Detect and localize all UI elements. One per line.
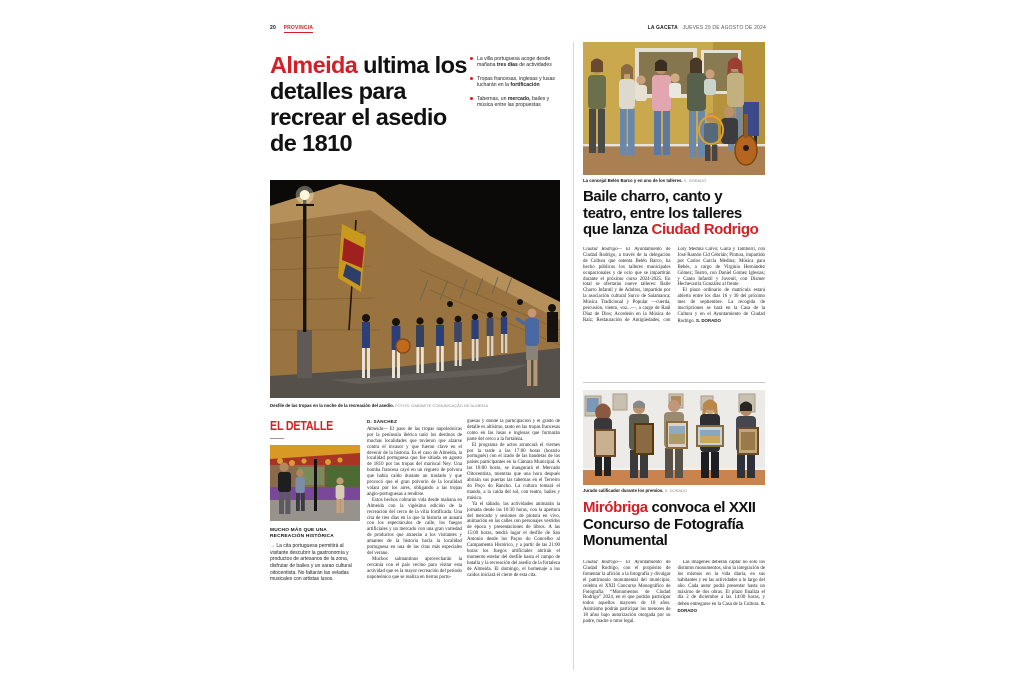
deck-item [470,76,560,88]
deck-text: de actividades [517,62,552,68]
story2-body [583,247,765,379]
article-paragraph [678,288,766,324]
detail-photo-market [270,445,360,521]
dateline: Almeida— [367,426,388,432]
caption-credit: FOTOS: GABINETE COMUNICAÇÃO DE ALMEIDA [395,403,488,408]
deck-text-bold: mercado, [507,96,531,102]
page-header [270,25,766,35]
dateline: Ciudad Rodrigo— [583,247,622,252]
caption-text: Jurado calificador durante los premios. [583,488,664,493]
detail-subhead: MUCHO MÁS QUE UNA RECREACIÓN HISTÓRICA [270,528,334,539]
caption-text: La concejal Belén Barco y en uno de los talleres. [583,178,683,183]
paragraph-text: El Ayuntamiento de Ciudad Rodrigo, a través de la delegación de Cultura que ostenta Belén Barco, ha hecho públicos los talleres municipales ocupacionales y de ocio que se impartirán durante el próximo curso 2024-2025. En total se ofertarán nueve talleres: Baile Charro Infantil y de Adultos, impartido por la asociación cultural Surco de Salamanca; Música Tradicional y Popular —cuerda, percusión, viento, voz...—, a cargo de Raúl Díaz de Dios; Acordeón en la Música de Raíz; Restauración de Antigüedades, con Loly Medina Calvo; Gaita y Tamboril, con José Ramón Cid Cebrián; Pintura, impartido por Carlos García Medina; Música para Bebés, a cargo de Virginia Hernández Gómez; Teatro, con Daniel Gómez Iglesias; y Canto Infantil y Juvenil, con Dismer Hechevarría González al frente. [583,247,765,323]
article-paragraph [583,560,671,625]
deck-text: Tabernas, un [477,96,508,102]
horizontal-divider [583,382,765,383]
story3-headline [583,500,767,550]
caption-credit: S. DORADO [664,488,688,493]
arrow-icon: → [270,543,275,550]
article-paragraph: Estos hechos cobrarán vida desde mañana en Almeida con la vigésima edición de la recreación del cerco de la villa fortificada. Una cita de tres días en la que la historia se aunará con los espectáculos de calle, los fuegos artificiales y un mercado con una gran variedad de productos que atraerán a los visitantes y amantes de la historia hacia la localidad portuguesa en una de las citas más especiales del verano. [367,497,462,556]
article-paragraph: guesas y donde la participación y el grado de detalle es altísimo, tanto en las tropas francesas como en las lusas e inglesas que formarán parte del cerco a la fortaleza. [467,419,560,442]
main-headline-rest: ultima los detalles para recrear el asedio de 1810 [270,52,467,156]
story2-photo-workshop [583,42,765,175]
article-paragraph: Ya el sábado, las actividades animarán la jornada desde las 10:30 horas, con la apertura del mercado y sesiones de pintura en vivo, animación en las calles con personajes vestidos de época y presentaciones de libros. A las 15:00 horas, tendrá lugar el desfile de San Antonio desde los Paços do Concelho al Campamento Histórico, y a partir de las 21:00 horas los fuegos artificiales abrirán el momento estelar del desfile hasta el campo de batalla y la recreación del asedio de la fortaleza de Almeida. El domingo, el homenaje a los caídos iniciará el cierre de esta cita. [467,501,560,578]
detail-body [270,543,360,583]
bullet-icon [470,97,473,100]
caption-text: Desfile de las tropas en la noche de la recreación del asedio. [270,403,394,408]
article-paragraph: Muchos salmantinos aprovecharán la cercanía con el país vecino para visitar esta actividad que es la mayor recreación del periodo napoleónico que se realiza en tierras portu- [367,556,462,580]
main-headline [270,52,472,156]
main-photo-caption [270,403,562,408]
author-signature: S. DORADO [695,317,721,323]
story2-headline-highlight: Ciudad Rodrigo [651,221,759,238]
article-paragraph [678,560,766,615]
paragraph-text: El Ayuntamiento de Ciudad Rodrigo, con el propósito de fomentar la afición a la fotografía y divulgar el patrimonio monumental del municipio, celebra el XXII Concurso Monográfico de Fotografía “Monumentos de Ciudad Rodrigo” 2024, en el que podrán participar todos aquellos mayores de 18 años. Asimismo podrán participar los menores de 18 años bajo autorización otorgada por su padre, madre o tutor legal. [583,560,671,625]
byline: D. SÁNCHEZ [367,419,398,424]
main-photo-night-parade [270,180,560,398]
paragraph-text: El plazo ordinario de matrícula estará abierto entre los días 16 y 30 del próximo mes de septiembre. La recogida de inscripciones se hará en la Casa de la Cultura y en el Ayuntamiento de Ciudad Rodrigo. [677,288,765,324]
page-number: 20 [270,25,276,31]
vertical-divider [573,42,574,670]
detail-label: EL DETALLE [270,418,334,433]
bullet-deck [470,56,560,116]
caption-credit: S. DORADO [683,178,707,183]
bullet-icon [470,57,473,60]
story2-headline-pre: Baile charro, canto y teatro, entre los talleres que lanza [583,188,742,238]
deck-item [470,56,560,68]
story3-headline-highlight: Miróbriga [583,499,648,516]
deck-text: La villa portuguesa acoge desde mañana [477,56,551,68]
story3-caption [583,488,765,493]
story3-headline-rest: convoca el XXII Concurso de Fotografía Monumental [583,499,756,549]
story2-headline [583,189,767,239]
story2-caption [583,178,765,183]
deck-text: Tropas francesas, inglesas y lusas lucharán en la [477,76,555,88]
masthead: LA GACETA [647,25,678,31]
page-content [270,25,766,673]
deck-text: bailes y música entre las propuestas [477,96,550,108]
section-label: PROVINCIA [283,25,314,31]
page-header-left [270,25,313,31]
article-paragraph: El programa de actos arrancará el viernes por la tarde a las 17:00 horas (horario portugués) con el izado de las banderas de los países participantes en la Cámara Municipal. A las 18:00 horas, se inaugurará el Mercado Oitocentista, mientras que una hora después abrirán sus puertas las tabernas en el Terreiro do Poço do Rancho. La cultura tomará el mando, a la caída del sol, con teatro, bailes y música. [467,442,560,501]
main-article-col2 [467,419,560,671]
paragraph-text: El paso de las tropas napoleónicas por la península ibérica unió los destinos de muchas localidades que tuvieron que alzarse contra el invasor y que fueron clave en el devenir de la historia. Es el caso de Almeida, la localidad portuguesa que fue sitiada en agosto de 1810 por las tropas del mariscal Ney. Una bomba francesa cayó en un reguero de pólvora que había caído durante un traslado y que provocó que el gran polvorín de la localidad volara por los aires, obligando a las tropas anglo-portuguesas a rendirse. [367,426,462,497]
deck-item [470,96,560,108]
main-article-col1 [367,419,462,671]
deck-text-bold: tres días [496,62,518,68]
deck-text-bold: fortificación [510,82,540,88]
page-header-right [648,25,766,31]
dateline: Ciudad Rodrigo— [583,560,622,565]
article-paragraph [367,427,462,498]
main-headline-highlight: Almeida [270,52,358,78]
detail-box [270,418,360,583]
detail-body-text: La cita portuguesa permitirá al visitante descubrir la gastronomía y productos de artesanos de la zona, disfrutar de bailes y un sarao cultural oitocentista. No faltarán las veladas musicales con artistas lusos. [270,543,352,583]
paragraph-text: Las imágenes deberán captar no solo los distintos monumentos, sino la integración de los mismos en la vida diaria, en sus habitantes y en las actividades a lo largo del año. Cada autor podrá presentar hasta un máximo de dos obras. El plazo finaliza el día 2 de diciembre a las 14:00 horas, y deben entregarse en la Casa de la Cultura. [677,560,765,608]
detail-rule [270,438,284,439]
story3-body [583,560,765,670]
bullet-icon [470,77,473,80]
author-signature: S. DORADO [677,601,765,614]
story3-photo-jury [583,390,765,485]
edition-date: JUEVES 29 DE AGOSTO DE 2024 [682,25,766,31]
